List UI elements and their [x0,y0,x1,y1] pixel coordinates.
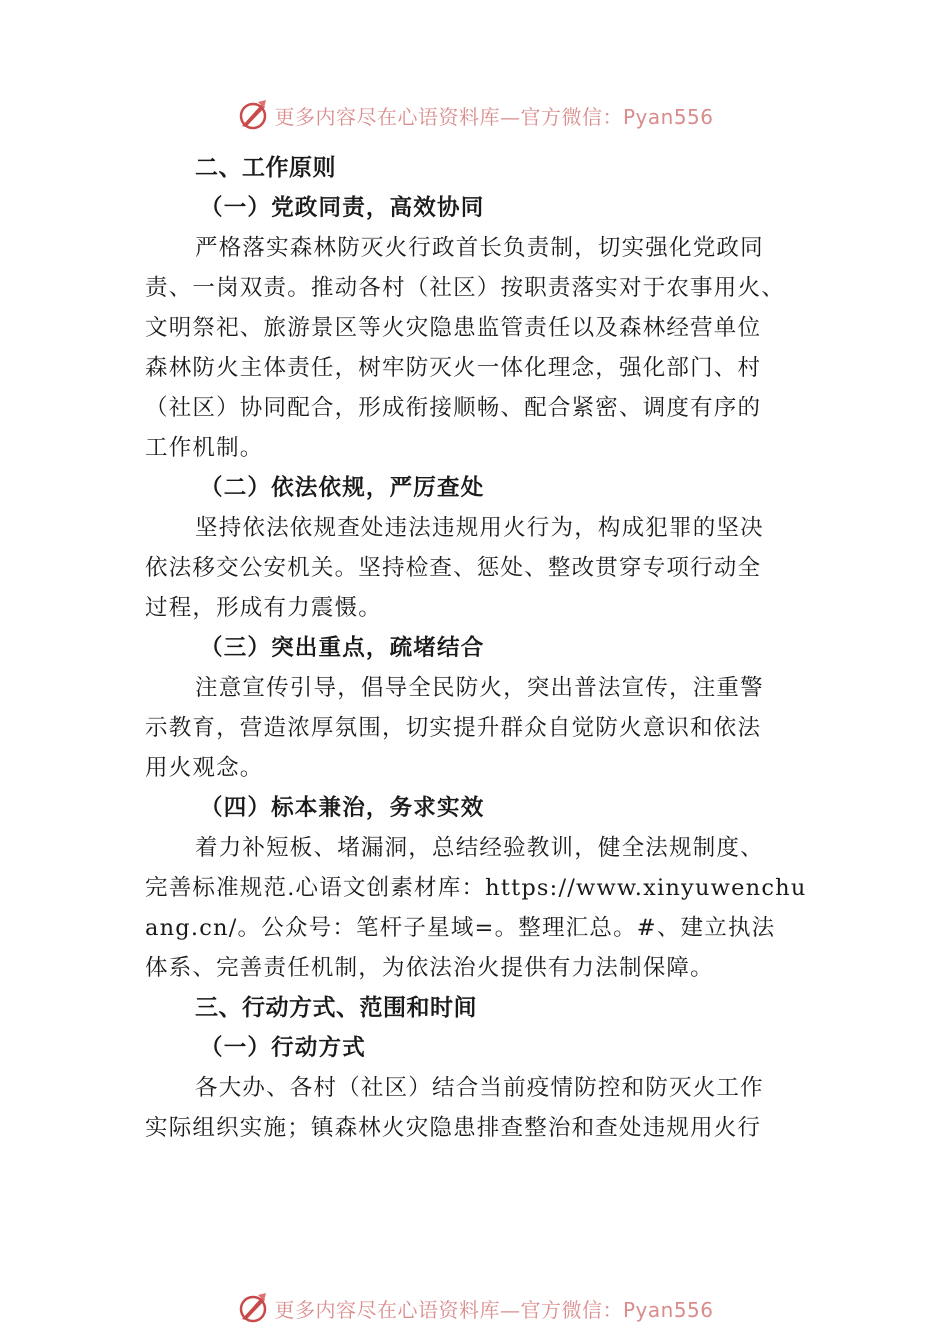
document-body [145,148,809,1148]
section-heading: 二、工作原则 [195,155,336,181]
paragraph-line: （社区）协同配合，形成衔接顺畅、配合紧密、调度有序的 [145,395,762,421]
paragraph-first-line: 注意宣传引导，倡导全民防火，突出普法宣传，注重警 [195,675,764,701]
watermark-footer [0,1288,950,1328]
quill-pen-circle-icon [236,1291,270,1325]
paragraph-first-line: 各大办、各村（社区）结合当前疫情防控和防灭火工作 [195,1075,764,1101]
paragraph-line: 工作机制。 [145,435,264,461]
paragraph-line: 实际组织实施；镇森林火灾隐患排查整治和查处违规用火行 [145,1115,762,1141]
watermark-main: 更多内容尽在心语资料库 [274,104,500,129]
paragraph-line: 依法移交公安机关。坚持检查、惩处、整改贯穿专项行动全 [145,555,762,581]
watermark-text [274,101,713,130]
subsection-heading: （四）标本兼治，务求实效 [200,795,485,821]
paragraph-line: 森林防火主体责任，树牢防灭火一体化理念，强化部门、村 [145,355,762,381]
subsection-heading: （三）突出重点，疏堵结合 [200,635,485,661]
subsection-heading: （一）行动方式 [200,1035,366,1061]
paragraph-first-line: 坚持依法依规查处违法违规用火行为，构成犯罪的坚决 [195,515,764,541]
watermark-contact: 官方微信： [520,104,623,129]
section-heading: 三、行动方式、范围和时间 [195,995,477,1021]
paragraph-first-line: 严格落实森林防灭火行政首长负责制，切实强化党政同 [195,235,764,261]
paragraph-line: ang.cn/。公众号：笔杆子星域=。整理汇总。#、建立执法 [145,915,776,941]
watermark-main: 更多内容尽在心语资料库 [274,1297,500,1322]
quill-pen-circle-icon [236,98,270,132]
watermark-wechat-id: Pyan556 [622,1297,714,1322]
watermark-text [274,1294,713,1323]
subsection-heading: （二）依法依规，严厉查处 [200,475,485,501]
paragraph-line: 用火观念。 [145,755,264,781]
subsection-heading: （一）党政同责，高效协同 [200,195,485,221]
paragraph-first-line: 着力补短板、堵漏洞，总结经验教训，健全法规制度、 [195,835,764,861]
paragraph-line: 体系、完善责任机制，为依法治火提供有力法制保障。 [145,955,714,981]
paragraph-line: 过程，形成有力震慑。 [145,595,383,621]
watermark-header [0,95,950,135]
watermark-contact: 官方微信： [520,1297,623,1322]
watermark-separator: — [499,104,521,129]
watermark-separator: — [499,1297,521,1322]
paragraph-line: 示教育，营造浓厚氛围，切实提升群众自觉防火意识和依法 [145,715,762,741]
paragraph-line: 文明祭祀、旅游景区等火灾隐患监管责任以及森林经营单位 [145,315,762,341]
watermark-wechat-id: Pyan556 [622,104,714,129]
paragraph-line: 责、一岗双责。推动各村（社区）按职责落实对于农事用火、 [145,275,785,301]
paragraph-line: 完善标准规范.心语文创素材库：https://www.xinyuwenchu [145,875,807,901]
